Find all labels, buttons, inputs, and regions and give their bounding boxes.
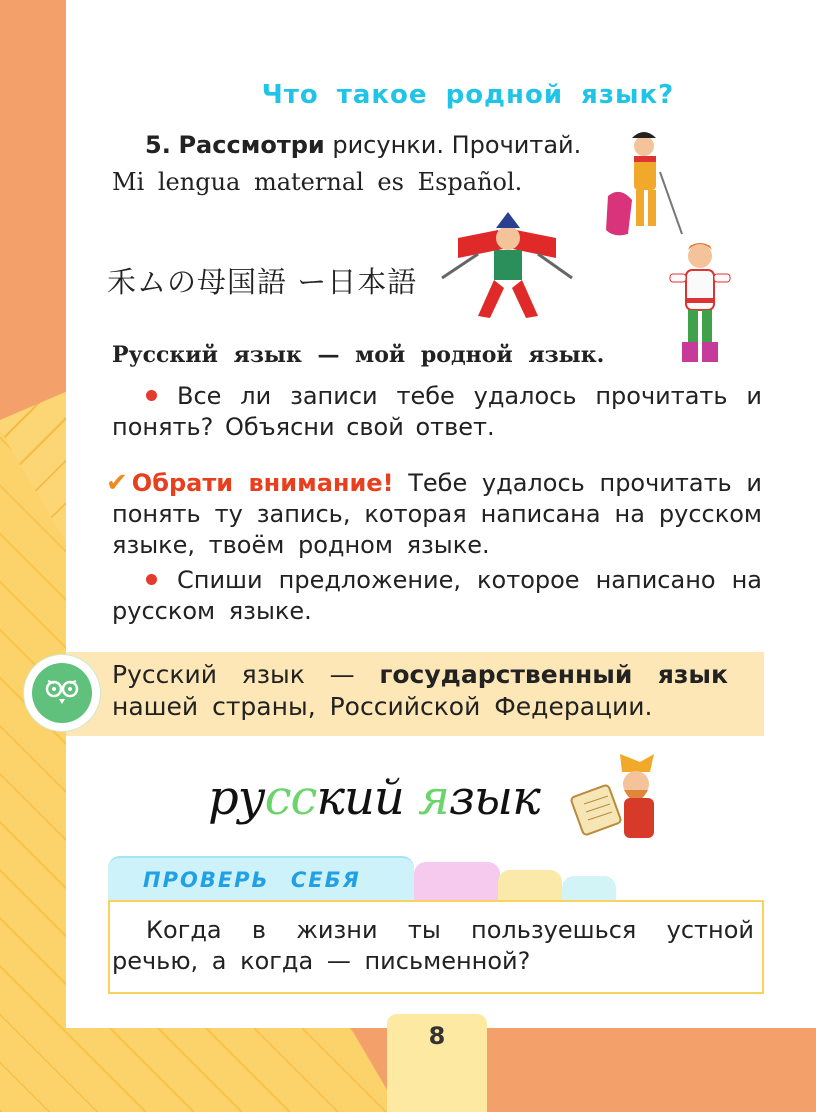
check-tab-cyan	[562, 876, 616, 902]
cursive-words	[208, 770, 540, 826]
check-line-2: речью, а когда — письменной?	[112, 947, 531, 975]
owl-icon	[44, 677, 80, 707]
exercise-instruction	[145, 131, 581, 159]
japanese-sentence: 禾ムの母国語 ー日本語	[107, 265, 418, 299]
question-text-1: Все ли записи тебе удалось прочитать и	[177, 382, 762, 410]
exercise-number: 5.	[145, 131, 171, 159]
attention-line-2: понять ту запись, которая написана на русском	[112, 500, 762, 528]
bullet-icon	[146, 574, 157, 585]
task-line-2: русском языке.	[112, 597, 312, 625]
samurai-illustration	[438, 208, 576, 326]
task-text-1: Спиши предложение, которое написано на	[177, 566, 762, 594]
checkmark-icon: ✔	[106, 468, 128, 498]
rule-text-1: Русский язык —	[112, 660, 380, 689]
cursive-part-2: кий	[316, 770, 419, 826]
rule-bold-text: государственный язык	[379, 660, 729, 689]
matador-illustration	[600, 126, 690, 244]
cursive-part-3: зык	[448, 770, 540, 826]
russian-sentence: Русский язык — мой родной язык.	[112, 342, 605, 368]
question-line-1	[146, 382, 762, 410]
cursive-highlight-1: сс	[264, 770, 317, 826]
page-number: 8	[428, 1022, 446, 1050]
owl-badge	[24, 655, 100, 731]
russian-boy-illustration	[660, 238, 740, 366]
herald-illustration	[570, 750, 676, 850]
check-tab-pink	[414, 862, 500, 902]
spanish-sentence: Mi lengua maternal es Español.	[112, 168, 523, 196]
question-line-2: понять? Объясни свой ответ.	[112, 413, 495, 441]
rule-line-2: нашей страны, Российской Федерации.	[112, 692, 653, 721]
check-tab-yellow	[498, 870, 562, 902]
attention-line-1	[106, 468, 762, 498]
cursive-highlight-2: я	[418, 770, 449, 826]
check-line-1: Когда в жизни ты пользуешься устной	[146, 916, 754, 944]
rule-line-1	[112, 660, 728, 689]
page-title: Что такое родной язык?	[261, 80, 675, 110]
check-yourself-title: ПРОВЕРЬ СЕБЯ	[143, 868, 361, 892]
attention-label: Обрати внимание!	[131, 469, 394, 497]
attention-line-3: языке, твоём родном языке.	[112, 531, 490, 559]
exercise-verb: Рассмотри	[178, 131, 325, 159]
exercise-rest: рисунки. Прочитай.	[324, 131, 582, 159]
cursive-part-1: ру	[208, 770, 265, 826]
bullet-icon	[146, 390, 157, 401]
task-line-1	[146, 566, 762, 594]
attention-text-1: Тебе удалось прочитать и	[393, 469, 762, 497]
